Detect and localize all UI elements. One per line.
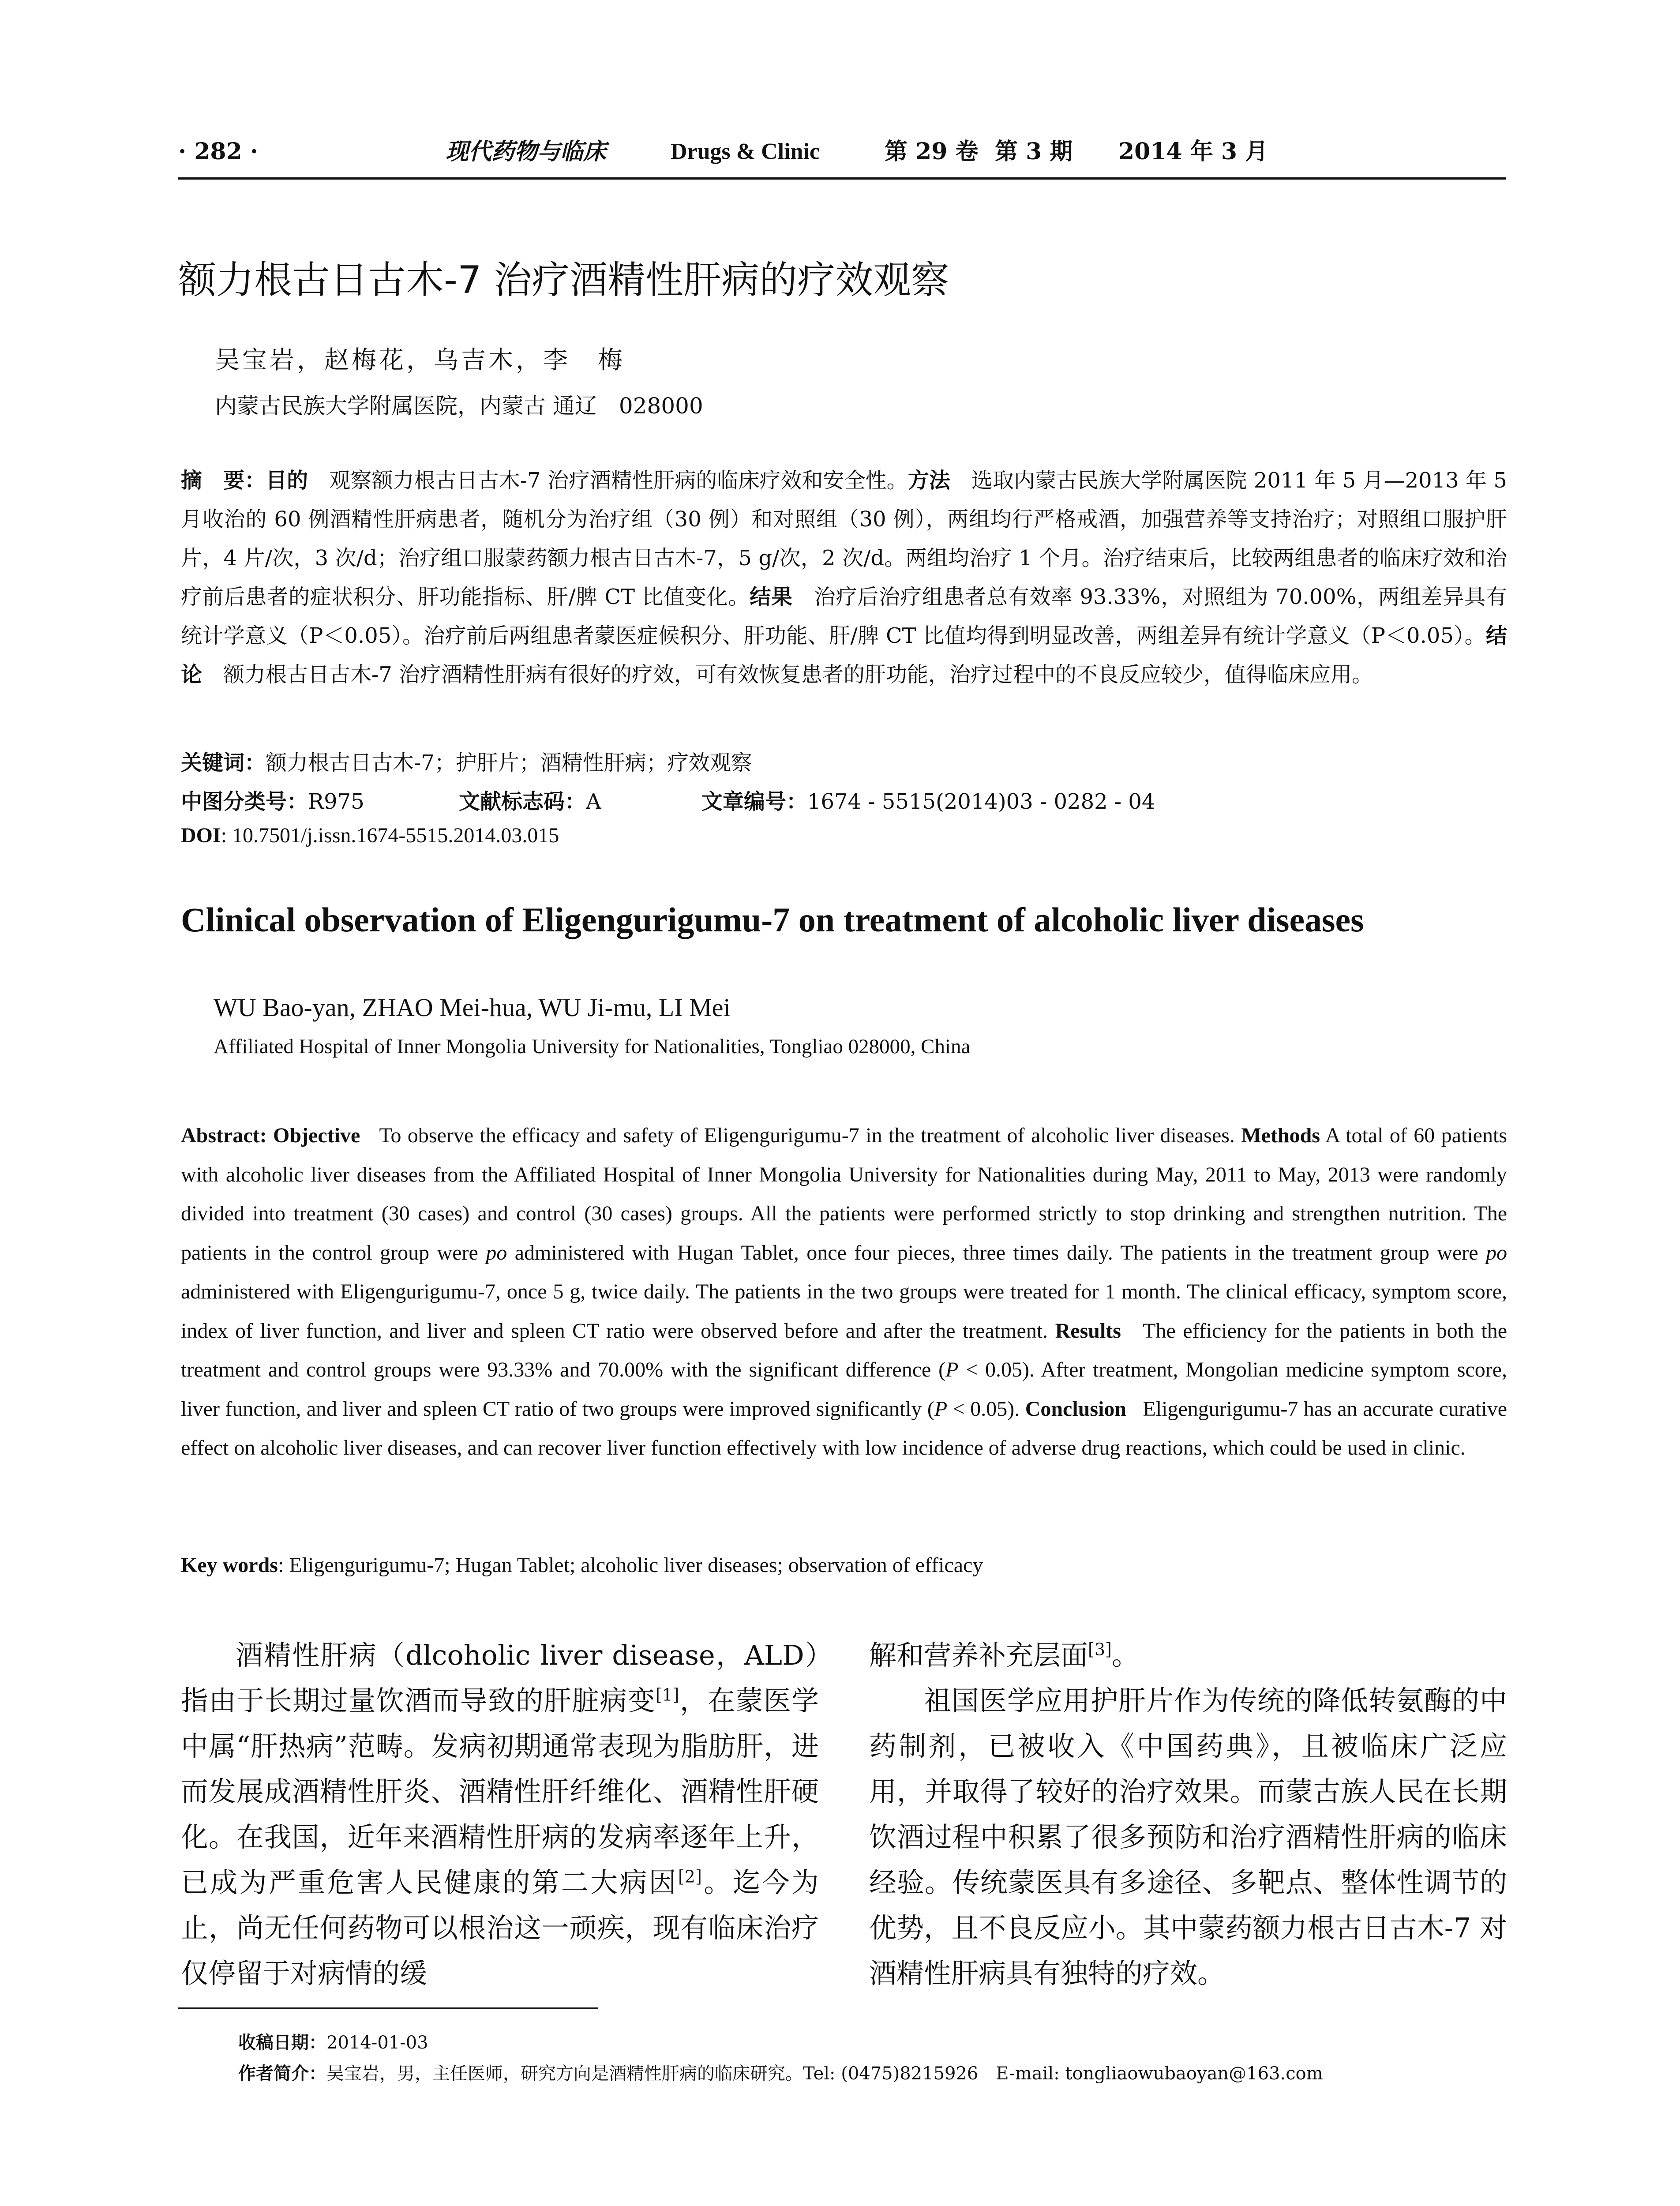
- doc-code: [459, 784, 601, 815]
- body-text: 。迄今为止，尚无任何药物可以根治这一顽疾，现有临床治疗仅停留于对病情的缓: [181, 1866, 819, 1989]
- results-cn: 治疗后治疗组患者总有效率 93.33%，对照组为 70.00%，两组差异具有统计学意义（P＜0.05）。治疗前后两组患者蒙医症候积分、肝功能、肝/脾 CT 比值均得到明显改善，两组差异有统计学意义（P＜0.05）。: [181, 585, 1507, 648]
- body-paragraph: [869, 1632, 1507, 1678]
- journal-name-cn: 现代药物与临床: [446, 138, 607, 165]
- affiliation-cn: 内蒙古民族大学附属医院，内蒙古 通辽 028000: [215, 393, 703, 419]
- body-text: 祖国医学应用护肝片作为传统的降低转氨酶的中药制剂，已被收入《中国药典》，且被临床广泛应用，并取得了较好的治疗效果。而蒙古族人民在长期饮酒过程中积累了很多预防和治疗酒精性肝病的临床经验。传统蒙医具有多途径、多靶点、整体性调节的优势，且不良反应小。其中蒙药额力根古日古木-7 对酒精性肝病具有独特的疗效。: [869, 1685, 1507, 1989]
- methods-en-2: administered with Hugan Tablet, once four pieces, three times daily. The patients in the treatment group were: [514, 1241, 1478, 1264]
- body-column-right: [869, 1632, 1507, 1996]
- methods-label-en: Methods: [1241, 1124, 1320, 1147]
- results-en-1: The efficiency for the patients in both the treatment and control groups were 93.33% and 70.00% with the significant difference (: [181, 1319, 1508, 1381]
- p-symbol: P: [934, 1397, 948, 1421]
- page-number: · 282 ·: [178, 138, 258, 165]
- author-bio: [238, 2060, 1323, 2085]
- header-rule: [178, 177, 1506, 180]
- keywords-label-en: Key words: [181, 1553, 278, 1577]
- journal-name-en: Drugs & Clinic: [671, 139, 820, 164]
- issue-date: 2014 年 3 月: [1118, 138, 1268, 165]
- body-text: 。: [1111, 1639, 1139, 1671]
- body-column-left: [181, 1632, 819, 1996]
- doi-link[interactable]: : 10.7501/j.issn.1674-5515.2014.03.015: [221, 824, 559, 847]
- citation-ref[interactable]: [1]: [655, 1685, 679, 1705]
- citation-ref[interactable]: [2]: [678, 1867, 702, 1887]
- conclusion-label-en: Conclusion: [1025, 1397, 1127, 1421]
- title-en: Clinical observation of Eligengurigumu-7 on treatment of alcoholic liver diseases: [181, 900, 1364, 939]
- body-text: 酒精性肝病（dlcoholic liver disease，ALD）指由于长期过量饮酒而导致的肝脏病变: [181, 1639, 819, 1717]
- objective-label-cn: 目的: [266, 468, 308, 493]
- issue: 第 3 期: [995, 138, 1073, 165]
- objective-en: To observe the efficacy and safety of Eligengurigumu-7 in the treatment of alcoholic liver diseases.: [379, 1124, 1235, 1147]
- p-symbol: P: [945, 1358, 959, 1381]
- objective-cn: 观察额力根古日古木-7 治疗酒精性肝病的临床疗效和安全性。: [329, 468, 908, 493]
- authors-en: WU Bao-yan, ZHAO Mei-hua, WU Ji-mu, LI Mei: [214, 993, 731, 1022]
- title-cn: 额力根古日古木-7 治疗酒精性肝病的疗效观察: [178, 258, 949, 302]
- classification-line: [181, 784, 364, 815]
- abstract-label-en: Abstract: Objective: [181, 1124, 360, 1147]
- methods-cn: 选取内蒙古民族大学附属医院 2011 年 5 月—2013 年 5 月收治的 60 例酒精性肝病患者，随机分为治疗组（30 例）和对照组（30 例），两组均行严格戒酒，加强营养等支持治疗；对照组口服护肝片，4 片/次，3 次/d；治疗组口服蒙药额力根古日古木-7，5 g/次，2 次/d。两组均治疗 1 个月。治疗结束后，比较两组患者的临床疗效和治疗前后患者的症状积分、肝功能指标、肝/脾 CT 比值变化。: [181, 468, 1507, 609]
- keywords-text-cn: 额力根古日古木-7；护肝片；酒精性肝病；疗效观察: [266, 750, 752, 775]
- clc-value: R975: [308, 789, 364, 814]
- affiliation-en: Affiliated Hospital of Inner Mongolia University for Nationalities, Tongliao 028000, China: [214, 1035, 971, 1058]
- methods-label-cn: 方法: [908, 468, 950, 493]
- citation-ref[interactable]: [3]: [1088, 1639, 1112, 1659]
- body-text: 解和营养补充层面: [869, 1639, 1088, 1671]
- bio-label: 作者简介：: [238, 2063, 326, 2084]
- article-label: 文章编号：: [701, 789, 808, 814]
- methods-en-3: administered with Eligengurigumu-7, once 5 g, twice daily. The patients in the two groups were treated for 1 month. The clinical efficacy, symptom score, index of liver function, and liver and spleen CT ratio were observed before and after the treatment.: [181, 1280, 1507, 1343]
- results-label-en: Results: [1055, 1319, 1121, 1343]
- clc-label: 中图分类号：: [181, 789, 308, 814]
- results-en-2: < 0.05). After treatment, Mongolian medicine symptom score, liver function, and liver and spleen CT ratio of two groups were improved significantly (: [181, 1358, 1507, 1421]
- doi-line: [181, 823, 559, 848]
- received-date: [238, 2029, 428, 2054]
- keywords-text-en: : Eligengurigumu-7; Hugan Tablet; alcoholic liver diseases; observation of efficacy: [278, 1553, 983, 1577]
- footnote-rule: [178, 2007, 598, 2009]
- doc-value: A: [586, 789, 601, 814]
- received-label: 收稿日期：: [238, 2033, 326, 2053]
- body-text: ，在蒙医学中属“肝热病”范畴。发病初期通常表现为脂肪肝，进而发展成酒精性肝炎、酒精性肝纤维化、酒精性肝硬化。在我国，近年来酒精性肝病的发病率逐年上升，已成为严重危害人民健康的第二大病因: [181, 1685, 819, 1898]
- abstract-cn: [181, 461, 1507, 694]
- body-paragraph: [869, 1678, 1507, 1996]
- keywords-en: [181, 1553, 983, 1577]
- methods-en-1: A total of 60 patients with alcoholic liver diseases from the Affiliated Hospital of Inner Mongolia University for Nationalities during May, 2011 to May, 2013 were randomly divided into treatment (30 cases) and control (30 cases) groups. All the patients were performed strictly to stop drinking and strengthen nutrition. The patients in the control group were: [181, 1124, 1507, 1264]
- authors-cn: 吴宝岩，赵梅花，乌吉木，李 梅: [215, 346, 625, 375]
- doc-label: 文献标志码：: [459, 789, 586, 814]
- conclusion-en: Eligengurigumu-7 has an accurate curative effect on alcoholic liver diseases, and can recover liver function effectively with low incidence of adverse drug reactions, which could be used in clinic.: [181, 1397, 1508, 1459]
- keywords-cn: [181, 746, 752, 776]
- volume: 第 29 卷: [885, 138, 979, 165]
- keywords-label-cn: 关键词：: [181, 750, 266, 775]
- po-term: po: [486, 1241, 507, 1264]
- bio-text: 吴宝岩，男，主任医师，研究方向是酒精性肝病的临床研究。Tel: (0475)8215926 E-mail: tongliaowubaoyan@163.com: [326, 2063, 1323, 2084]
- conclusion-label-cn: 结论: [181, 623, 1507, 687]
- doi-label: DOI: [181, 824, 221, 847]
- conclusion-cn: 额力根古日古木-7 治疗酒精性肝病有很好的疗效，可有效恢复患者的肝功能，治疗过程中的不良反应较少，值得临床应用。: [223, 662, 1373, 687]
- abstract-en: [181, 1116, 1507, 1468]
- received-value: 2014-01-03: [326, 2033, 428, 2053]
- results-label-cn: 结果: [750, 585, 793, 609]
- po-term: po: [1486, 1241, 1508, 1264]
- article-value: 1674 - 5515(2014)03 - 0282 - 04: [807, 789, 1155, 814]
- article-number: [701, 784, 1155, 815]
- body-paragraph: [181, 1632, 819, 1996]
- results-en-3: < 0.05).: [952, 1397, 1020, 1421]
- abstract-label-cn: 摘 要：: [181, 468, 266, 493]
